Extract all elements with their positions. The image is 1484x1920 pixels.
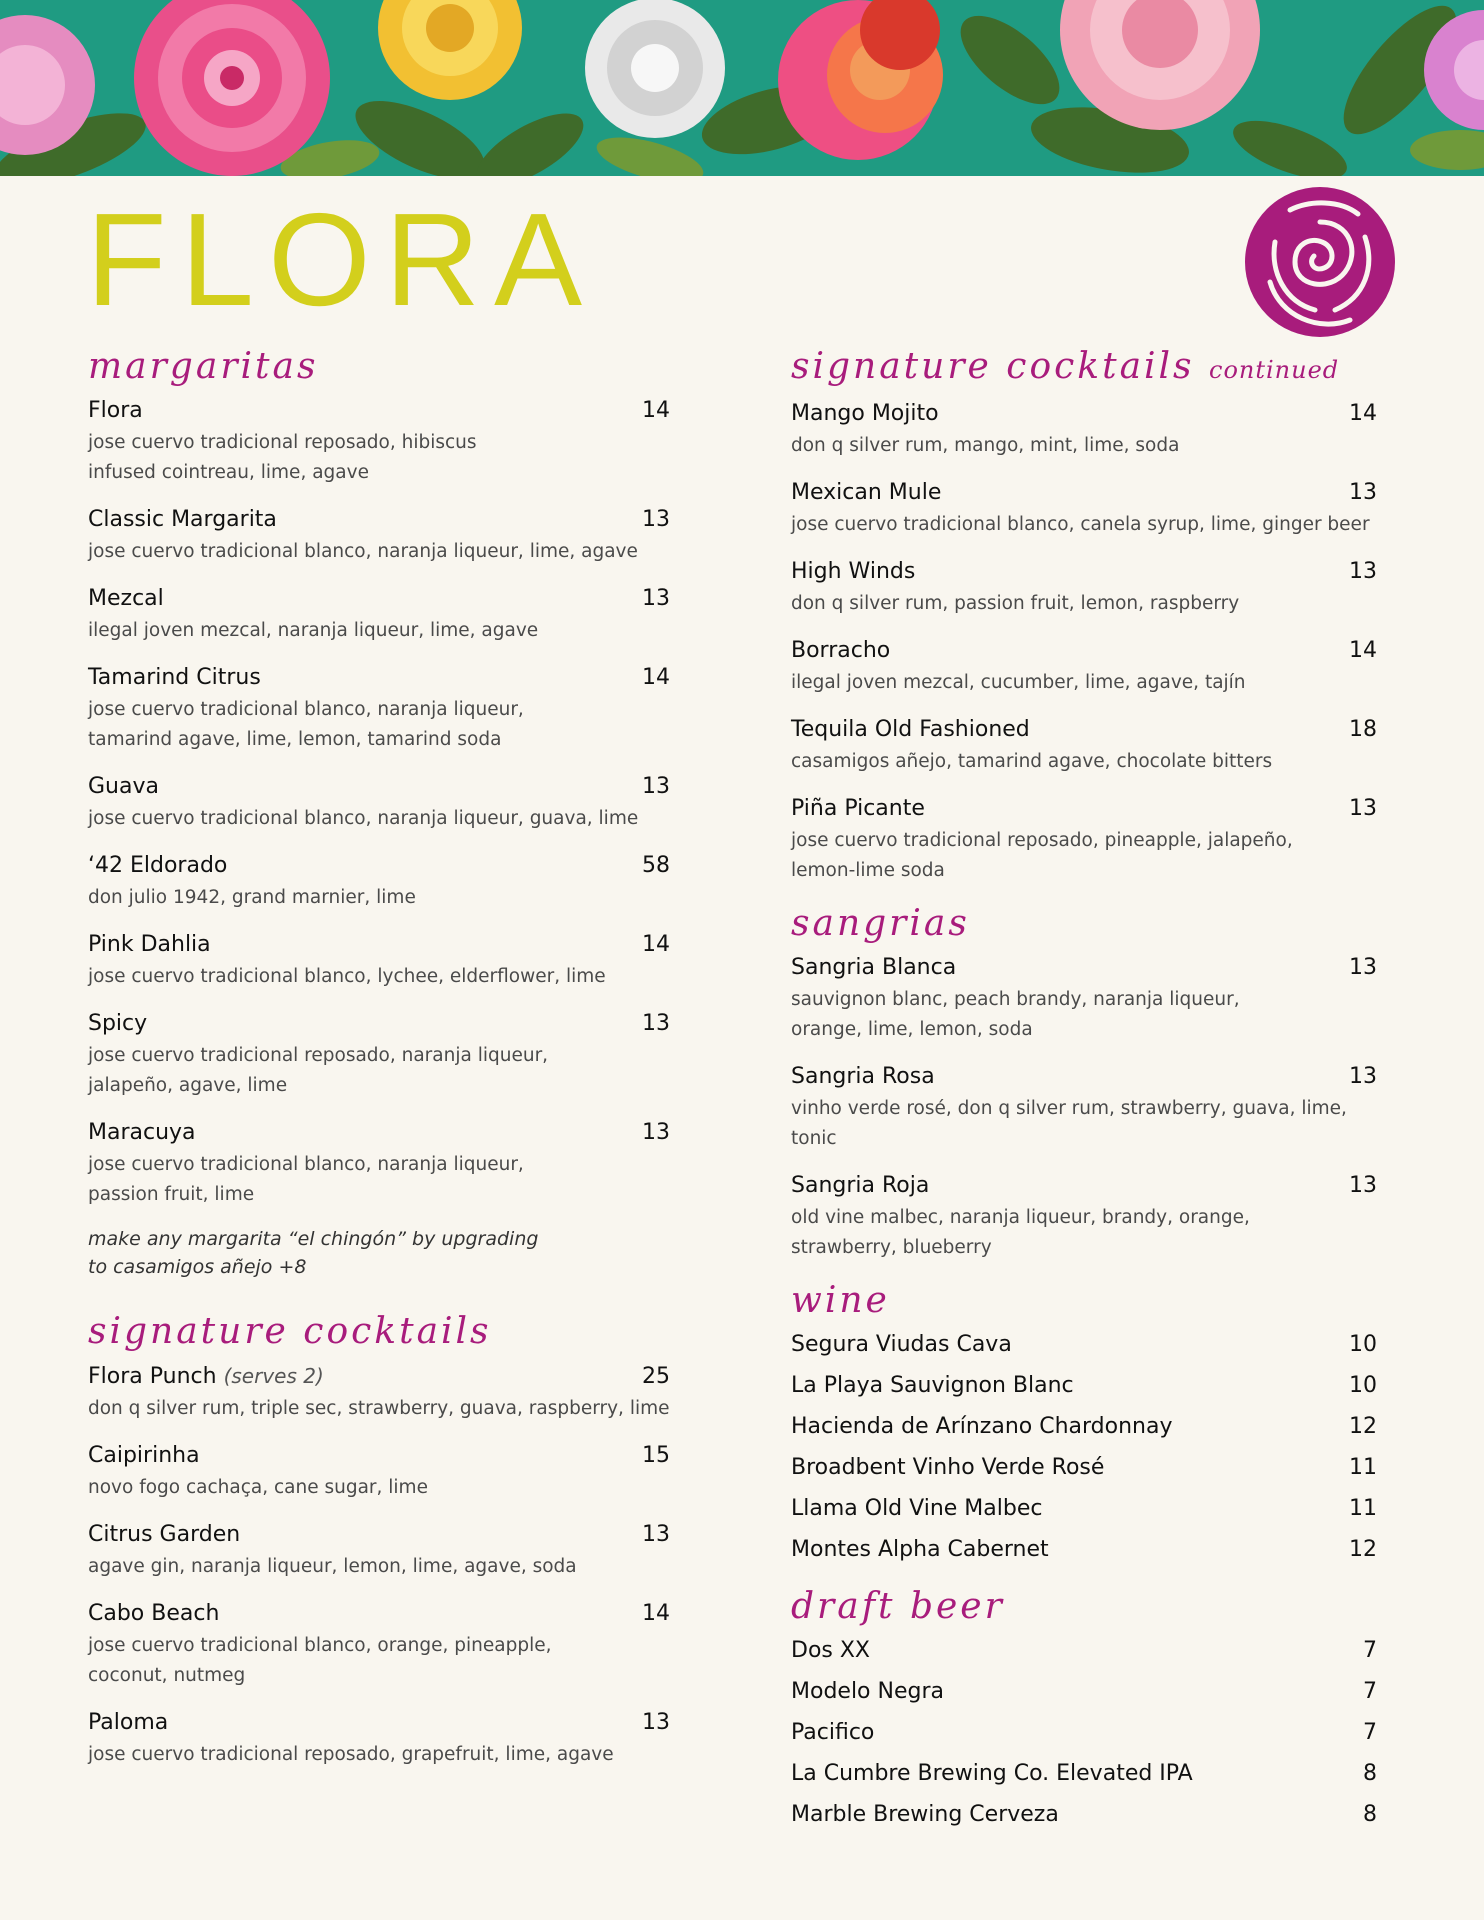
- menu-item-price: 13: [642, 1522, 670, 1547]
- menu-item-price: 14: [642, 1601, 670, 1626]
- menu-item-name-text: Cabo Beach: [88, 1601, 220, 1626]
- menu-item-price: 10: [1349, 1332, 1377, 1357]
- menu-item-description-line: orange, lime, lemon, soda: [791, 1019, 1033, 1040]
- menu-item-name: [88, 1009, 147, 1039]
- menu-item-name: [88, 505, 277, 535]
- menu-item-description: [88, 1473, 670, 1503]
- menu-item-description-line: don q silver rum, triple sec, strawberry, guava, raspberry, lime: [88, 1398, 670, 1419]
- menu-item-description: [88, 1740, 670, 1770]
- menu-item: [88, 1441, 670, 1503]
- menu-item: [88, 1520, 670, 1582]
- menu-item-name: [791, 1171, 929, 1201]
- menu-item-price: 58: [642, 853, 670, 878]
- menu-item-name: La Playa Sauvignon Blanc: [791, 1373, 1074, 1398]
- menu-item: [88, 772, 670, 834]
- menu-item-name-text: ‘42 Eldorado: [88, 853, 228, 878]
- menu-item: [791, 1330, 1377, 1371]
- menu-item-description-line: jose cuervo tradicional blanco, naranja liqueur,: [88, 1154, 524, 1175]
- menu-item: [88, 1599, 670, 1691]
- menu-item-price: 13: [1349, 955, 1377, 980]
- menu-item: [791, 1371, 1377, 1412]
- menu-item-header: [88, 851, 670, 881]
- menu-item: [88, 663, 670, 755]
- menu-item-header: [88, 772, 670, 802]
- menu-item-name: [791, 636, 890, 666]
- menu-item-name: Dos XX: [791, 1638, 870, 1663]
- menu-item-header: [88, 505, 670, 535]
- menu-item-name-text: Caipirinha: [88, 1443, 200, 1468]
- menu-item-header: [88, 1520, 670, 1550]
- menu-item-name: [88, 930, 211, 960]
- menu-item: [791, 1062, 1377, 1154]
- menu-item: [791, 953, 1377, 1045]
- menu-item-price: 14: [642, 665, 670, 690]
- menu-item-description-line: old vine malbec, naranja liqueur, brandy, orange,: [791, 1207, 1250, 1228]
- menu-item-price: 7: [1363, 1720, 1377, 1745]
- menu-item-price: 11: [1349, 1455, 1377, 1480]
- floral-banner-illustration: [0, 0, 1484, 176]
- menu-item: [88, 584, 670, 646]
- section-title-draft-beer: draft beer: [791, 1586, 1005, 1627]
- menu-item-price: 25: [642, 1364, 670, 1389]
- menu-item-description-line: don q silver rum, passion fruit, lemon, raspberry: [791, 593, 1240, 614]
- menu-item-price: 12: [1349, 1537, 1377, 1562]
- menu-item-price: 13: [642, 507, 670, 532]
- menu-item-description-line: don julio 1942, grand marnier, lime: [88, 887, 416, 908]
- menu-item-name-text: Borracho: [791, 638, 891, 663]
- menu-item-description-line: infused cointreau, lime, agave: [88, 462, 369, 483]
- menu-item-header: [791, 557, 1377, 587]
- menu-item: [791, 636, 1377, 698]
- menu-item-header: [791, 478, 1377, 508]
- menu-item-header: [791, 399, 1377, 429]
- menu-item-name: Broadbent Vinho Verde Rosé: [791, 1455, 1105, 1480]
- menu-item-description-line: jose cuervo tradicional blanco, canela syrup, lime, ginger beer: [791, 514, 1370, 535]
- menu-item-name-text: Tamarind Citrus: [88, 665, 261, 690]
- menu-item: [791, 557, 1377, 619]
- menu-item-header: [791, 953, 1377, 983]
- menu-item-header: [88, 1441, 670, 1471]
- menu-item-price: 12: [1349, 1414, 1377, 1439]
- menu-item-name: Llama Old Vine Malbec: [791, 1496, 1043, 1521]
- menu-item-name: Montes Alpha Cabernet: [791, 1537, 1049, 1562]
- menu-item: [791, 1494, 1377, 1535]
- menu-item: [88, 1118, 670, 1210]
- menu-item-description-line: casamigos añejo, tamarind agave, chocolate bitters: [791, 751, 1273, 772]
- menu-item-description: [88, 537, 670, 567]
- menu-item-header: [88, 1361, 670, 1392]
- menu-item-price: 8: [1363, 1761, 1377, 1786]
- menu-item-name: [791, 715, 1030, 745]
- menu-item-description: [88, 428, 670, 488]
- menu-item-price: 11: [1349, 1496, 1377, 1521]
- menu-item-name-text: Paloma: [88, 1710, 169, 1735]
- menu-item-description-line: vinho verde rosé, don q silver rum, strawberry, guava, lime, tonic: [791, 1098, 1347, 1149]
- menu-item-description-line: novo fogo cachaça, cane sugar, lime: [88, 1477, 428, 1498]
- menu-item: [88, 505, 670, 567]
- menu-item-header: [88, 1599, 670, 1629]
- menu-item-name: [791, 794, 925, 824]
- menu-item-price: 7: [1363, 1638, 1377, 1663]
- menu-item-name-text: Sangria Rosa: [791, 1064, 935, 1089]
- menu-item-name-text: Spicy: [88, 1011, 148, 1036]
- menu-item-price: 13: [642, 1710, 670, 1735]
- menu-item: [88, 1009, 670, 1101]
- menu-item-price: 8: [1363, 1802, 1377, 1827]
- menu-item-name: [791, 399, 939, 429]
- menu-item-name-text: Flora Punch: [88, 1364, 217, 1389]
- menu-item-name-text: Flora: [88, 398, 143, 423]
- section-title-signature-continued: [791, 346, 1377, 391]
- menu-item-price: 13: [642, 774, 670, 799]
- section-title-margaritas: margaritas: [88, 346, 319, 387]
- menu-item-description-line: jose cuervo tradicional reposado, naranja liqueur,: [88, 1045, 549, 1066]
- menu-item-name: [88, 584, 164, 614]
- menu-item: [791, 1759, 1377, 1800]
- right-column: [791, 346, 1377, 1841]
- menu-item-description: [88, 616, 670, 646]
- sangrias-list: [791, 953, 1377, 1263]
- menu-item: [88, 396, 670, 488]
- menu-item-price: 13: [1349, 796, 1377, 821]
- menu-item-header: [88, 584, 670, 614]
- menu-item-name: [88, 772, 159, 802]
- draft-beer-list: [791, 1636, 1377, 1841]
- menu-item-serving-note: (serves 2): [223, 1364, 324, 1388]
- menu-item-price: 10: [1349, 1373, 1377, 1398]
- menu-item-description: [791, 1094, 1377, 1154]
- menu-item: [791, 1171, 1377, 1263]
- floral-banner: [0, 0, 1484, 176]
- menu-item: [791, 715, 1377, 777]
- section-title-sangrias: sangrias: [791, 903, 970, 944]
- menu-item: [88, 851, 670, 913]
- upgrade-note: make any margarita “el chingón” by upgrading to casamigos añejo +8: [88, 1228, 539, 1278]
- menu-item-header: [791, 1062, 1377, 1092]
- menu-item-description: [791, 1203, 1377, 1263]
- menu-item-description: [88, 1552, 670, 1582]
- menu-item-description-line: jose cuervo tradicional blanco, naranja liqueur,: [88, 699, 524, 720]
- menu-item-header: [88, 1708, 670, 1738]
- menu-item-name-text: Citrus Garden: [88, 1522, 241, 1547]
- menu-item-description-line: jalapeño, agave, lime: [88, 1075, 288, 1096]
- menu-item: [791, 1535, 1377, 1576]
- menu-item-description-line: jose cuervo tradicional reposado, pineapple, jalapeño,: [791, 830, 1293, 851]
- menu-item-description: [88, 804, 670, 834]
- menu-item-description-line: lemon-lime soda: [791, 860, 945, 881]
- menu-item-name-text: Guava: [88, 774, 159, 799]
- menu-item-name: [791, 1062, 935, 1092]
- menu-item-price: 13: [1349, 559, 1377, 584]
- menu-item: [791, 1636, 1377, 1677]
- menu-item-name: [791, 953, 956, 983]
- menu-item-name-text: Piña Picante: [791, 796, 925, 821]
- menu-item-price: 13: [1349, 1173, 1377, 1198]
- menu-item: [791, 1677, 1377, 1718]
- menu-item-name: [88, 663, 261, 693]
- section-title-wine: wine: [791, 1280, 890, 1321]
- menu-item-header: [791, 794, 1377, 824]
- wine-list: [791, 1330, 1377, 1576]
- menu-item-description-line: jose cuervo tradicional reposado, hibiscus: [88, 432, 477, 453]
- menu-item-description: [88, 1394, 670, 1424]
- menu-item-price: 14: [1349, 401, 1377, 426]
- menu-item-name-text: Mezcal: [88, 586, 164, 611]
- menu-item-name-text: Mexican Mule: [791, 480, 942, 505]
- menu-item: [88, 1708, 670, 1770]
- menu-item-name: [88, 1599, 219, 1629]
- signature-continued-list: [791, 399, 1377, 886]
- menu-item-description: [88, 962, 670, 992]
- menu-item: [88, 930, 670, 992]
- menu-item-name: La Cumbre Brewing Co. Elevated IPA: [791, 1761, 1193, 1786]
- menu-item-header: [88, 1118, 670, 1148]
- menu-item-description-line: sauvignon blanc, peach brandy, naranja liqueur,: [791, 989, 1240, 1010]
- menu-item-description: [791, 589, 1377, 619]
- menu-item-header: [88, 663, 670, 693]
- menu-item-description-line: coconut, nutmeg: [88, 1665, 246, 1686]
- menu-item-description: [791, 510, 1377, 540]
- menu-item-name: Pacifico: [791, 1720, 875, 1745]
- rose-icon: [1240, 182, 1400, 342]
- menu-item-price: 13: [1349, 1064, 1377, 1089]
- menu-item-price: 15: [642, 1443, 670, 1468]
- menu-item-description-line: jose cuervo tradicional reposado, grapefruit, lime, agave: [88, 1744, 614, 1765]
- menu-item-header: [791, 1171, 1377, 1201]
- menu-item: [791, 399, 1377, 461]
- menu-item-price: 18: [1349, 717, 1377, 742]
- menu-item-description-line: agave gin, naranja liqueur, lemon, lime, agave, soda: [88, 1556, 577, 1577]
- menu-item-description-line: jose cuervo tradicional blanco, orange, pineapple,: [88, 1635, 552, 1656]
- menu-item-price: 14: [642, 398, 670, 423]
- menu-item-name: [791, 557, 915, 587]
- menu-item-description: [88, 695, 670, 755]
- menu-item-description: [791, 985, 1377, 1045]
- menu-item-header: [88, 930, 670, 960]
- menu-item-name: Marble Brewing Cerveza: [791, 1802, 1059, 1827]
- menu-item: [791, 1718, 1377, 1759]
- menu-item: [791, 794, 1377, 886]
- menu-item-header: [88, 1009, 670, 1039]
- menu-item-description-line: ilegal joven mezcal, cucumber, lime, agave, tajín: [791, 672, 1246, 693]
- menu-item-header: [88, 396, 670, 426]
- menu-item: [88, 1361, 670, 1424]
- menu-item-price: 14: [1349, 638, 1377, 663]
- menu-item-name-text: Maracuya: [88, 1120, 196, 1145]
- menu-item-name: [88, 1118, 196, 1148]
- menu-item-name: Segura Viudas Cava: [791, 1332, 1012, 1357]
- menu-item-description: [88, 1631, 670, 1691]
- menu-item-name-text: High Winds: [791, 559, 916, 584]
- menu-item-description: [791, 668, 1377, 698]
- menu-item: [791, 1800, 1377, 1841]
- menu-item-price: 13: [642, 586, 670, 611]
- menu-item-description: [88, 1041, 670, 1101]
- menu-item-description-line: tamarind agave, lime, lemon, tamarind soda: [88, 729, 502, 750]
- menu-item-description-line: jose cuervo tradicional blanco, lychee, elderflower, lime: [88, 966, 606, 987]
- menu-item-name: [88, 1361, 324, 1392]
- menu-item-description: [88, 1150, 670, 1210]
- menu-item-description: [791, 747, 1377, 777]
- menu-item-description: [791, 826, 1377, 886]
- menu-item-name-text: Sangria Blanca: [791, 955, 957, 980]
- menu-item-name: [88, 851, 227, 881]
- menu-item-description-line: jose cuervo tradicional blanco, naranja liqueur, guava, lime: [88, 808, 639, 829]
- menu-item: [791, 1453, 1377, 1494]
- menu-item-name: [88, 1708, 168, 1738]
- menu-item-name: [791, 478, 941, 508]
- menu-item-description-line: passion fruit, lime: [88, 1184, 255, 1205]
- menu-item-price: 13: [642, 1011, 670, 1036]
- menu-item-description-line: don q silver rum, mango, mint, lime, soda: [791, 435, 1180, 456]
- menu-item-name: Hacienda de Arínzano Chardonnay: [791, 1414, 1173, 1439]
- signature-continued-title: signature cocktails: [791, 346, 1195, 387]
- left-column: [88, 346, 670, 1787]
- section-title-signature-cocktails: signature cocktails: [88, 1311, 492, 1352]
- continued-label: continued: [1209, 356, 1340, 384]
- signature-cocktails-list: [88, 1361, 670, 1770]
- menu-item-name-text: Sangria Roja: [791, 1173, 930, 1198]
- menu-item-name-text: Mango Mojito: [791, 401, 939, 426]
- menu-item-description: [791, 431, 1377, 461]
- menu-item-price: 14: [642, 932, 670, 957]
- menu-item-description-line: ilegal joven mezcal, naranja liqueur, lime, agave: [88, 620, 539, 641]
- menu-item-header: [791, 715, 1377, 745]
- menu-item-header: [791, 636, 1377, 666]
- menu-item: [791, 478, 1377, 540]
- margaritas-list: [88, 396, 670, 1210]
- menu-item-name: Modelo Negra: [791, 1679, 944, 1704]
- restaurant-logo-text: FLORA: [86, 186, 597, 333]
- menu-item: [791, 1412, 1377, 1453]
- menu-item-description-line: strawberry, blueberry: [791, 1237, 992, 1258]
- menu-item-price: 13: [1349, 480, 1377, 505]
- menu-item-name-text: Classic Margarita: [88, 507, 277, 532]
- menu-item-price: 13: [642, 1120, 670, 1145]
- menu-item-name: [88, 396, 143, 426]
- menu-item-price: 7: [1363, 1679, 1377, 1704]
- menu-item-name: [88, 1520, 240, 1550]
- menu-item-description-line: jose cuervo tradicional blanco, naranja liqueur, lime, agave: [88, 541, 638, 562]
- menu-item-name: [88, 1441, 200, 1471]
- menu-item-description: [88, 883, 670, 913]
- menu-item-name-text: Pink Dahlia: [88, 932, 211, 957]
- menu-item-name-text: Tequila Old Fashioned: [791, 717, 1030, 742]
